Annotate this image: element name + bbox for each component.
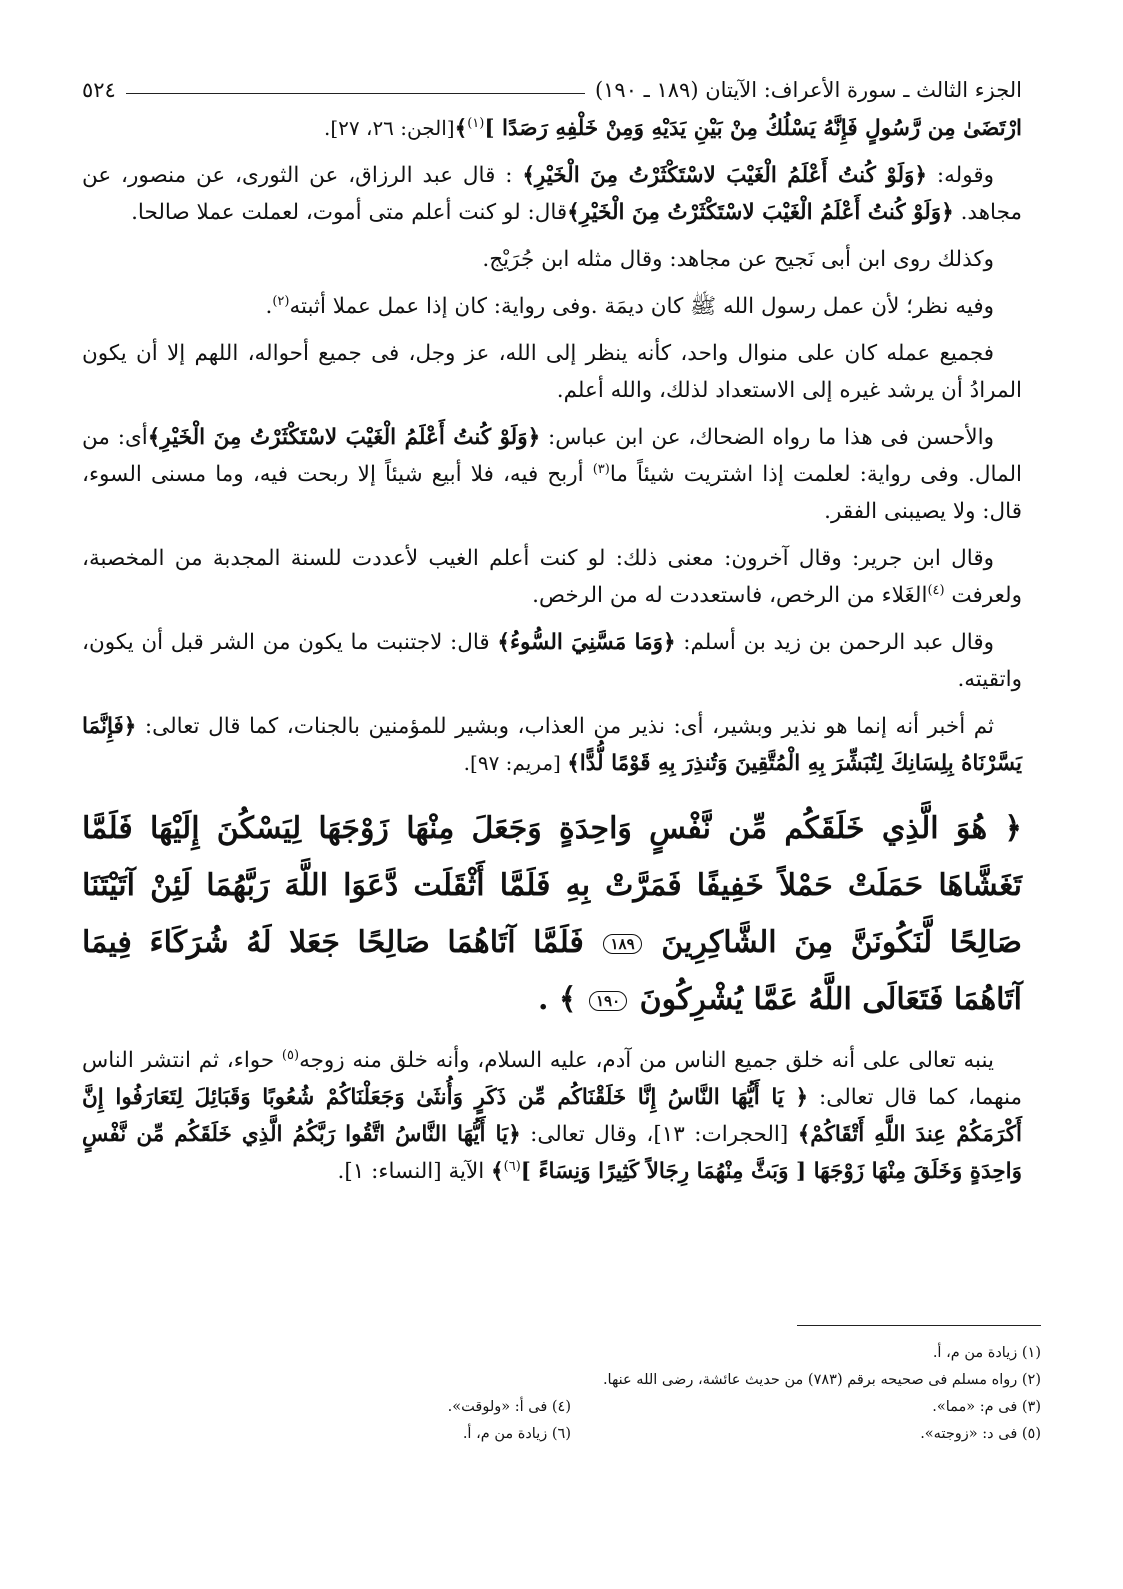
text-run: وقوله: (927, 163, 994, 188)
page (82, 72, 1022, 1200)
paragraph-4 (82, 288, 1022, 325)
footnote-ref: (٢) (272, 293, 290, 309)
paragraph-3: وكذلك روى ابن أبى نَجيح عن مجاهد: وقال مثله ابن جُرَيْج. (482, 247, 994, 272)
paragraph-1 (82, 110, 1022, 147)
paragraph-7 (82, 540, 1022, 614)
verse-text: ﴿ هُوَ الَّذِي خَلَقَكُم مِّن نَّفْسٍ وَاحِدَةٍ وَجَعَلَ مِنْهَا زَوْجَهَا لِيَسْكُنَ إِلَيْهَا فَلَمَّا تَغَشَّاهَا حَمَلَتْ حَمْلاً خَفِيفًا فَمَرَّتْ بِهِ فَلَمَّا أَثْقَلَت دَّعَوَا اللَّهَ رَبَّهُمَا لَئِنْ آتَيْتَنَا صَالِحًا لَّنَكُونَنَّ مِنَ الشَّاكِرِينَ (82, 811, 1022, 960)
text-run: أى: من المال. وفى رواية: لعلمت إذا اشتريت شيئاً ما (82, 425, 1022, 487)
footnote-4: (٤) فى أ: «ولوقت». (447, 1399, 571, 1415)
footnote-5: (٥) فى د: «زوجته». (920, 1426, 1041, 1442)
header-title: الجزء الثالث ـ سورة الأعراف: الآيتان (١٨٩ ـ ١٩٠) (594, 78, 1022, 102)
footnote-separator (797, 1325, 1041, 1326)
text-run: الآية [النساء: ١]. (337, 1159, 492, 1184)
footnote-1: (١) زيادة من م، أ. (932, 1345, 1041, 1361)
text-run: وقال ابن جرير: وقال آخرون: معنى ذلك: لو كنت أعلم الغيب لأعددت للسنة المجدبة من المخصبة، ولعرفت (82, 546, 1022, 608)
verse-number-marker: ١٨٩ (603, 934, 641, 954)
quran-quote: ﴿وَلَوْ كُنتُ أَعْلَمُ الْغَيْبَ لاسْتَكْثَرْتُ مِنَ الْخَيْرِ﴾ (522, 163, 928, 188)
text-run: أربح فيه، فلا أبيع شيئاً إلا ربحت فيه، وما مسنى السوء، قال: ولا يصيبنى الفقر. (82, 462, 1022, 524)
paragraph-10 (82, 1042, 1022, 1190)
quran-quote: ﴿وَلَوْ كُنتُ أَعْلَمُ الْغَيْبَ لاسْتَكْثَرْتُ مِنَ الْخَيْرِ﴾ (567, 200, 954, 225)
quran-quote: ارْتَضَىٰ مِن رَّسُولٍ فَإِنَّهُ يَسْلُكُ مِنْ بَيْنِ يَدَيْهِ وَمِنْ خَلْفِهِ رَصَدًا ] (484, 116, 1022, 141)
verse-reference: [الجن: ٢٦، ٢٧]. (323, 116, 455, 140)
footnotes (101, 1340, 1041, 1448)
footnote-3: (٣) فى م: «مما». (932, 1399, 1041, 1415)
quran-close: ﴾ (454, 116, 468, 141)
text-run: وفيه نظر؛ لأن عمل رسول الله ﷺ كان ديمَة .وفى رواية: كان إذا عمل عملا أثبته (289, 294, 994, 319)
header-rule (126, 93, 585, 94)
footnote-2: (٢) رواه مسلم فى صحيحه برقم (٧٨٣) من حديث عائشة، رضى الله عنها. (602, 1372, 1041, 1388)
quran-quote: ﴿ يَا أَيُّهَا النَّاسُ إِنَّا خَلَقْنَاكُم مِّن ذَكَرٍ وَأُنثَىٰ وَجَعَلْنَاكُمْ شُعُوبًا وَقَبَائِلَ لِتَعَارَفُوا إِنَّ أَكْرَمَكُمْ عِندَ اللَّهِ أَتْقَاكُمْ﴾ (82, 1085, 1022, 1147)
text-run: ينبه تعالى على أنه خلق جميع الناس من آدم، عليه السلام، وأنه خلق منه زوجه (299, 1048, 994, 1073)
quran-quote: ﴿يَا أَيُّهَا النَّاسُ اتَّقُوا رَبَّكُمُ الَّذِي خَلَقَكُم مِّن نَّفْسٍ وَاحِدَةٍ وَخَلَقَ مِنْهَا زَوْجَهَا [ وَبَثَّ مِنْهُمَا رِجَالاً كَثِيرًا وَنِسَاءً ] (82, 1122, 1022, 1184)
quran-close: ﴾ (491, 1159, 504, 1184)
text-run: قال: لو كنت أعلم متى أموت، لعملت عملا صالحا. (131, 200, 568, 225)
quran-quote: ﴿فَإِنَّمَا يَسَّرْنَاهُ بِلِسَانِكَ لِتُبَشِّرَ بِهِ الْمُتَّقِينَ وَتُنذِرَ بِهِ قَوْمًا لُّدًّا﴾ (82, 714, 1022, 776)
footnote-6: (٦) زيادة من م، أ. (462, 1426, 571, 1442)
footnote-row (101, 1421, 1041, 1448)
text-run: وقال عبد الرحمن بن زيد بن أسلم: (675, 630, 994, 655)
verse-number-marker: ١٩٠ (589, 991, 627, 1011)
footnote-ref: (٦) (503, 1158, 521, 1174)
footnote-ref: (٣) (592, 461, 610, 477)
verse-close: ﴾ . (538, 982, 577, 1017)
quran-quote: ﴿وَمَا مَسَّنِيَ السُّوءُ﴾ (497, 630, 676, 655)
text-run: : قال عبد الرزاق، عن الثورى، عن منصور، عن مجاهد. (82, 163, 1022, 225)
footnote-row (101, 1394, 1041, 1421)
text-run: ثم أخبر أنه إنما هو نذير وبشير، أى: نذير من العذاب، وبشير للمؤمنين بالجنات، كما قال تعالى: (136, 714, 994, 739)
running-header (82, 72, 1022, 102)
paragraph-5: فجميع عمله كان على منوال واحد، كأنه ينظر إلى الله، عز وجل، فى جميع أحواله، اللهم إلا أن يكون المرادُ أن يرشد غيره إلى الاستعداد لذلك، والله أعلم. (82, 341, 1022, 403)
text-run: الغَلاء من الرخص، فاستعددت له من الرخص. (532, 583, 928, 608)
paragraph-6 (82, 419, 1022, 530)
text-run: . (265, 294, 273, 319)
page-number: ٥٢٤ (82, 78, 116, 102)
text-run: والأحسن فى هذا ما رواه الضحاك، عن ابن عباس: (540, 425, 994, 450)
quran-verse-block (82, 800, 1022, 1028)
footnote-ref: (٤) (927, 582, 945, 598)
verse-text: فَلَمَّا آتَاهُمَا صَالِحًا جَعَلا لَهُ شُرَكَاءَ فِيمَا آتَاهُمَا فَتَعَالَى اللَّهُ عَمَّا يُشْرِكُونَ (82, 925, 1022, 1017)
footnote-ref: (٥) (281, 1047, 300, 1063)
text-run: قال: لاجتنبت ما يكون من الشر قبل أن يكون، واتقيته. (82, 630, 1022, 692)
text-run: حواء، ثم انتشر الناس منهما، كما قال تعالى: (82, 1048, 1023, 1110)
text-run: [الحجرات: ١٣]، وقال تعالى: (520, 1122, 798, 1147)
paragraph-8 (82, 624, 1022, 698)
quran-quote: ﴿وَلَوْ كُنتُ أَعْلَمُ الْغَيْبَ لاسْتَكْثَرْتُ مِنَ الْخَيْرِ﴾ (147, 425, 541, 450)
paragraph-2 (82, 157, 1022, 231)
paragraph-9 (82, 708, 1022, 782)
footnote-ref: (١) (467, 115, 485, 131)
verse-reference: [مريم: ٩٧]. (463, 751, 568, 775)
